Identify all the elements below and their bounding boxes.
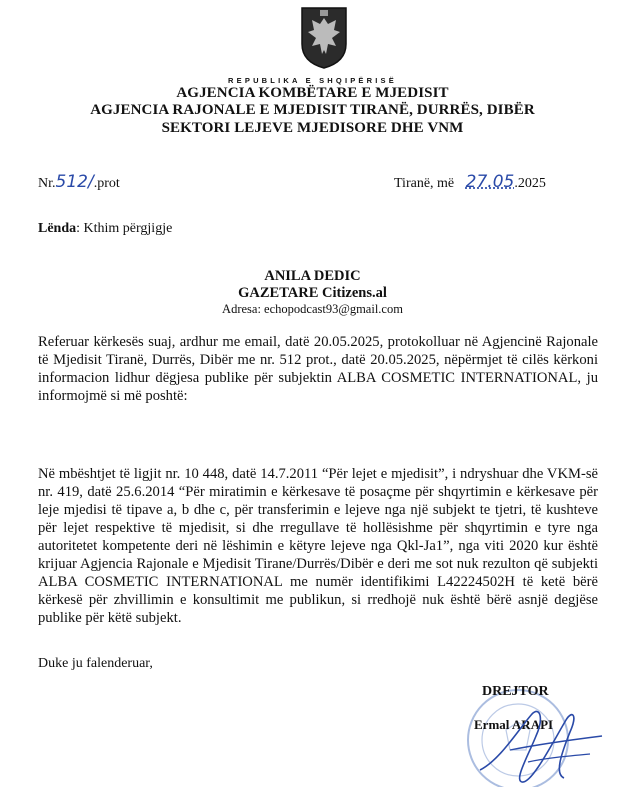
body-paragraph-1: Referuar kërkesës suaj, ardhur me email, datë 20.05.2025, protokolluar në Agjencinë Rajonale të Mjedisit Tiranë, Durrës, Dibër me nr. 512 prot., datë 20.05.2025, nëpërmjet të cilës kërkoni informacion lidhur dëgjesa publike për subjektin ALBA COSMETIC INTERNATIONAL, ju informojmë si më poshtë: <box>38 334 598 404</box>
subject-label: Lënda <box>38 221 77 236</box>
sector-title: SEKTORI LEJEVE MJEDISORE DHE VNM <box>161 120 464 136</box>
date-year: .2025 <box>514 176 546 191</box>
body-paragraph-2: Në mbështjet të ligjit nr. 10 448, datë 14.7.2011 “Për lejet e mjedisit”, i ndryshuar dhe VKM-së nr. 419, datë 25.6.2014 “Për miratimin e kërkesave të posaçme për shqyrtimin e kërkesave për leje mjedisi të tipave a, b dhe c, për transferimin e lejeve nga një subjekt te tjetri, të kushteve për lejet respektive të mjedisit, si dhe rregullave të hollësishme për shqyrtimin e tyre nga autoritetet kompetente deri në lëshimin e këtyre lejeve nga Qkl-Ja1”, nga viti 2020 kur është krijuar Agjencia Rajonale e Mjedisit Tirane/Durrës/Dibër e deri me sot nuk rezulton që subjekti ALBA COSMETIC INTERNATIONAL me numër identifikimi L42224502H të ketë bërë kërkesë për zhvillimin e konsultimit me publikun, si rredhojë nuk është bërë asnjë degjëse publike për këtë subjekt. <box>38 466 598 626</box>
signatory-name: Ermal ARAPI <box>474 717 554 732</box>
albanian-eagle-emblem-icon <box>298 6 350 70</box>
subject-line <box>38 221 172 237</box>
agency-regional: AGJENCIA RAJONALE E MJEDISIT TIRANË, DURRËS, DIBËR <box>90 102 535 118</box>
nr-label: Nr. <box>38 176 56 191</box>
handwritten-signature-icon <box>470 700 610 787</box>
recipient-role: GAZETARE Citizens.al <box>238 285 387 301</box>
date-prefix: Tiranë, më <box>394 176 455 191</box>
document-date <box>394 172 546 192</box>
subject-text: : Kthim përgjigje <box>76 221 173 236</box>
nr-suffix: .prot <box>93 176 120 191</box>
protocol-number <box>38 172 120 192</box>
closing-line: Duke ju falenderuar, <box>38 656 153 671</box>
date-handwritten: 27.05 <box>465 172 515 192</box>
signatory-title: DREJTOR <box>482 684 549 699</box>
republic-label: REPUBLIKA E SHQIPËRISË <box>228 76 397 85</box>
recipient-name: ANILA DEDIC <box>264 268 361 284</box>
recipient-address: Adresa: echopodcast93@gmail.com <box>222 302 403 316</box>
nr-handwritten-value: 512/ <box>55 172 94 192</box>
agency-national: AGJENCIA KOMBËTARE E MJEDISIT <box>176 85 449 101</box>
